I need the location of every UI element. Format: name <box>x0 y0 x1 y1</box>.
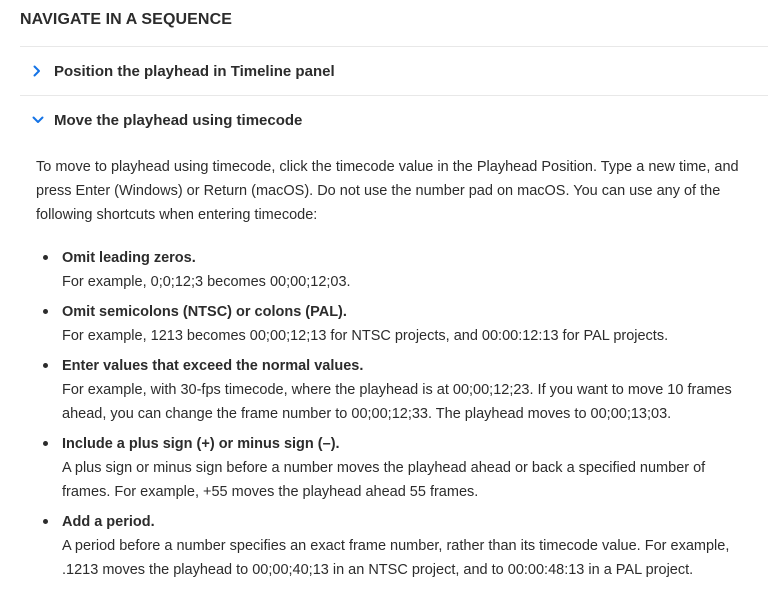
item-description: For example, 0;0;12;3 becomes 00;00;12;03. <box>62 274 351 290</box>
section-title: NAVIGATE IN A SEQUENCE <box>20 11 232 28</box>
chevron-right-icon <box>20 65 54 77</box>
item-description: A plus sign or minus sign before a number moves the playhead ahead or back a specified number of frames. For example, +55 moves the playhead ahead 55 frames. <box>62 460 706 500</box>
item-term: Enter values that exceed the normal values. <box>62 358 364 374</box>
bullet-icon <box>43 441 48 446</box>
intro-paragraph: To move to playhead using timecode, click the timecode value in the Playhead Position. Type a new time, and press Enter (Windows) or Return (macOS). Do not use the number pad on macOS. You can use any of the following shortcuts when entering timecode: <box>36 159 739 223</box>
item-term: Add a period. <box>62 514 155 530</box>
chevron-down-icon <box>20 115 54 125</box>
accordion-label: Move the playhead using timecode <box>54 111 303 129</box>
item-description: For example, 1213 becomes 00;00;12;13 for NTSC projects, and 00:00:12:13 for PAL projects. <box>62 328 669 344</box>
accordion-label: Position the playhead in Timeline panel <box>54 62 335 80</box>
item-term: Omit semicolons (NTSC) or colons (PAL). <box>62 304 347 320</box>
list-item <box>36 432 752 504</box>
list-item <box>36 354 752 426</box>
item-description: For example, with 30-fps timecode, where the playhead is at 00;00;12;23. If you want to move 10 frames ahead, you can change the frame number to 00;00;12;33. The playhead moves to 00;00;13;03. <box>62 382 732 422</box>
list-item <box>36 300 752 348</box>
bullet-icon <box>43 309 48 314</box>
item-term: Include a plus sign (+) or minus sign (–). <box>62 436 340 452</box>
accordion-item-move-playhead-timecode[interactable] <box>20 96 768 144</box>
list-item <box>36 510 752 582</box>
list-item <box>36 246 752 294</box>
accordion-item-position-playhead[interactable] <box>20 47 768 95</box>
item-description: A period before a number specifies an exact frame number, rather than its timecode value. For example, .1213 moves the playhead to 00;00;40;13 in an NTSC project, and to 00:00:48:13 in a PAL project. <box>62 538 730 578</box>
bullet-icon <box>43 363 48 368</box>
bullet-icon <box>43 519 48 524</box>
shortcut-list <box>36 246 752 588</box>
item-term: Omit leading zeros. <box>62 250 196 266</box>
accordion-content <box>36 155 752 227</box>
bullet-icon <box>43 255 48 260</box>
